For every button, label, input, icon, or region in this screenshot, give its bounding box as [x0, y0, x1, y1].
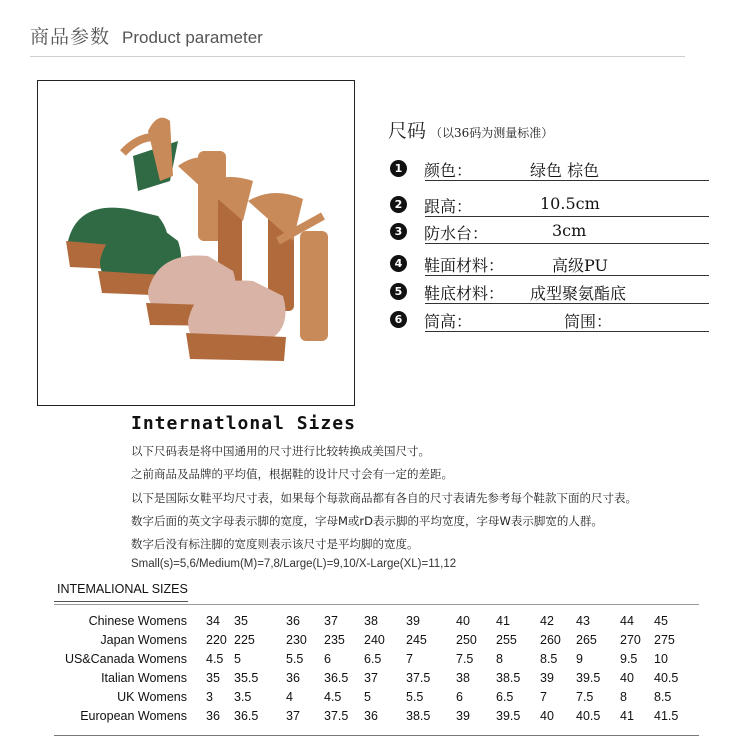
table-cell: 37.5 [324, 709, 349, 723]
table-cell: 36 [286, 614, 300, 628]
table-top-rule [54, 604, 699, 605]
intl-paragraph: 数字后没有标注脚的宽度则表示该尺寸是平均脚的宽度。 [131, 537, 419, 551]
table-cell: 7.5 [576, 690, 594, 704]
size-letter-note: Small(s)=5,6/Medium(M)=7,8/Large(L)=9,10/X-Large(XL)=11,12 [131, 558, 457, 570]
row-label: European Womens [80, 709, 187, 723]
table-row [54, 709, 714, 727]
intl-paragraph: 数字后面的英文字母表示脚的宽度，字母M或rD表示脚的平均宽度，字母W表示脚宽的人群。 [131, 514, 603, 528]
intl-paragraph: 之前商品及品牌的平均值，根据鞋的设计尺寸会有一定的差距。 [131, 467, 453, 481]
param-value: 筒围： [564, 312, 613, 331]
table-cell: 39 [540, 671, 554, 685]
row-label: Japan Womens [100, 633, 187, 647]
table-cell: 5 [234, 652, 241, 666]
row-label: US&Canada Womens [64, 652, 187, 666]
param-value: 3cm [552, 221, 587, 240]
param-value: 成型聚氨酯底 [530, 284, 627, 303]
table-cell: 39.5 [496, 709, 521, 723]
table-row [54, 614, 714, 632]
table-cell: 7 [540, 690, 547, 704]
param-value: 绿色 棕色 [530, 161, 600, 180]
section-title-cn: 商品参数 [30, 26, 111, 48]
table-cell: 36 [206, 709, 220, 723]
table-cell: 6 [324, 652, 331, 666]
table-cell: 3 [206, 690, 213, 704]
param-color [390, 158, 710, 180]
table-cell: 6.5 [496, 690, 514, 704]
row-label: Chinese Womens [88, 614, 187, 628]
table-cell: 37.5 [406, 671, 431, 685]
row-label: Italian Womens [101, 671, 187, 685]
bullet-number: 6 [390, 311, 407, 328]
table-cell: 220 [206, 633, 227, 647]
intl-sizes-title: Internatlonal Sizes [131, 413, 356, 434]
underline [425, 216, 709, 217]
table-cell: 36 [286, 671, 300, 685]
table-bottom-rule [54, 735, 699, 736]
size-table-title: INTEMALIONAL SIZES [57, 582, 188, 596]
table-cell: 41 [620, 709, 634, 723]
table-cell: 38 [456, 671, 470, 685]
table-cell: 4.5 [324, 690, 342, 704]
param-platform [390, 221, 710, 243]
underline [425, 180, 709, 181]
param-value: 高级PU [552, 256, 608, 275]
param-label: 鞋面材料： [424, 256, 505, 275]
table-cell: 6 [456, 690, 463, 704]
section-header [30, 22, 263, 52]
table-cell: 8.5 [654, 690, 672, 704]
table-cell: 34 [206, 614, 220, 628]
table-cell: 39.5 [576, 671, 601, 685]
table-cell: 235 [324, 633, 345, 647]
table-cell: 35 [234, 614, 248, 628]
section-title-en: Product parameter [122, 28, 263, 47]
param-label: 颜色： [424, 161, 473, 180]
table-cell: 4.5 [206, 652, 224, 666]
size-heading-sub: （以36码为测量标准） [430, 126, 554, 140]
table-cell: 8 [620, 690, 627, 704]
table-cell: 39 [406, 614, 420, 628]
table-cell: 5 [364, 690, 371, 704]
underline [425, 243, 709, 244]
intl-paragraph: 以下尺码表是将中国通用的尺寸进行比较转换成美国尺寸。 [131, 444, 430, 458]
table-cell: 45 [654, 614, 668, 628]
table-cell: 245 [406, 633, 427, 647]
table-cell: 270 [620, 633, 641, 647]
table-cell: 40 [620, 671, 634, 685]
header-divider [30, 56, 685, 57]
table-cell: 41 [496, 614, 510, 628]
table-row [54, 633, 714, 651]
table-cell: 36.5 [234, 709, 259, 723]
table-cell: 40 [540, 709, 554, 723]
param-shaft [390, 309, 710, 331]
table-cell: 42 [540, 614, 554, 628]
table-cell: 8 [496, 652, 503, 666]
product-photo [37, 80, 355, 406]
param-label: 鞋底材料： [424, 284, 505, 303]
table-cell: 37 [364, 671, 378, 685]
table-cell: 240 [364, 633, 385, 647]
table-cell: 250 [456, 633, 477, 647]
table-cell: 275 [654, 633, 675, 647]
table-cell: 255 [496, 633, 517, 647]
param-sole-material [390, 281, 710, 303]
table-cell: 265 [576, 633, 597, 647]
table-cell: 41.5 [654, 709, 679, 723]
sandals-illustration [38, 81, 355, 406]
table-cell: 37 [286, 709, 300, 723]
table-cell: 37 [324, 614, 338, 628]
bullet-number: 3 [390, 223, 407, 240]
table-row [54, 652, 714, 670]
table-title-underline [54, 601, 188, 602]
table-cell: 5.5 [286, 652, 304, 666]
table-cell: 36 [364, 709, 378, 723]
table-cell: 40.5 [576, 709, 601, 723]
param-upper-material [390, 253, 710, 275]
intl-paragraph: 以下是国际女鞋平均尺寸表，如果每个每款商品都有各自的尺寸表请先参考每个鞋款下面的尺寸表。 [131, 491, 637, 505]
table-cell: 10 [654, 652, 668, 666]
table-cell: 7.5 [456, 652, 474, 666]
table-cell: 38.5 [496, 671, 521, 685]
table-row [54, 690, 714, 708]
table-cell: 8.5 [540, 652, 558, 666]
table-cell: 40 [456, 614, 470, 628]
table-cell: 7 [406, 652, 413, 666]
size-heading-main: 尺码 [388, 120, 427, 142]
param-heel-height [390, 194, 710, 216]
table-cell: 38 [364, 614, 378, 628]
bullet-number: 5 [390, 283, 407, 300]
row-label: UK Womens [117, 690, 187, 704]
table-cell: 38.5 [406, 709, 431, 723]
bullet-number: 2 [390, 196, 407, 213]
table-cell: 6.5 [364, 652, 382, 666]
bullet-number: 1 [390, 160, 407, 177]
param-value: 10.5cm [540, 194, 600, 213]
size-heading [388, 116, 553, 143]
table-cell: 4 [286, 690, 293, 704]
table-cell: 260 [540, 633, 561, 647]
underline [425, 303, 709, 304]
table-cell: 225 [234, 633, 255, 647]
table-cell: 5.5 [406, 690, 424, 704]
underline [425, 275, 709, 276]
table-cell: 36.5 [324, 671, 349, 685]
param-label: 筒高： [424, 312, 473, 331]
table-cell: 35.5 [234, 671, 259, 685]
param-label: 跟高： [424, 197, 473, 216]
underline [425, 331, 709, 332]
table-cell: 35 [206, 671, 220, 685]
table-cell: 44 [620, 614, 634, 628]
table-row [54, 671, 714, 689]
bullet-number: 4 [390, 255, 407, 272]
table-cell: 9 [576, 652, 583, 666]
table-cell: 40.5 [654, 671, 679, 685]
param-label: 防水台： [424, 224, 489, 243]
table-cell: 3.5 [234, 690, 252, 704]
table-cell: 9.5 [620, 652, 638, 666]
table-cell: 43 [576, 614, 590, 628]
table-cell: 39 [456, 709, 470, 723]
table-cell: 230 [286, 633, 307, 647]
